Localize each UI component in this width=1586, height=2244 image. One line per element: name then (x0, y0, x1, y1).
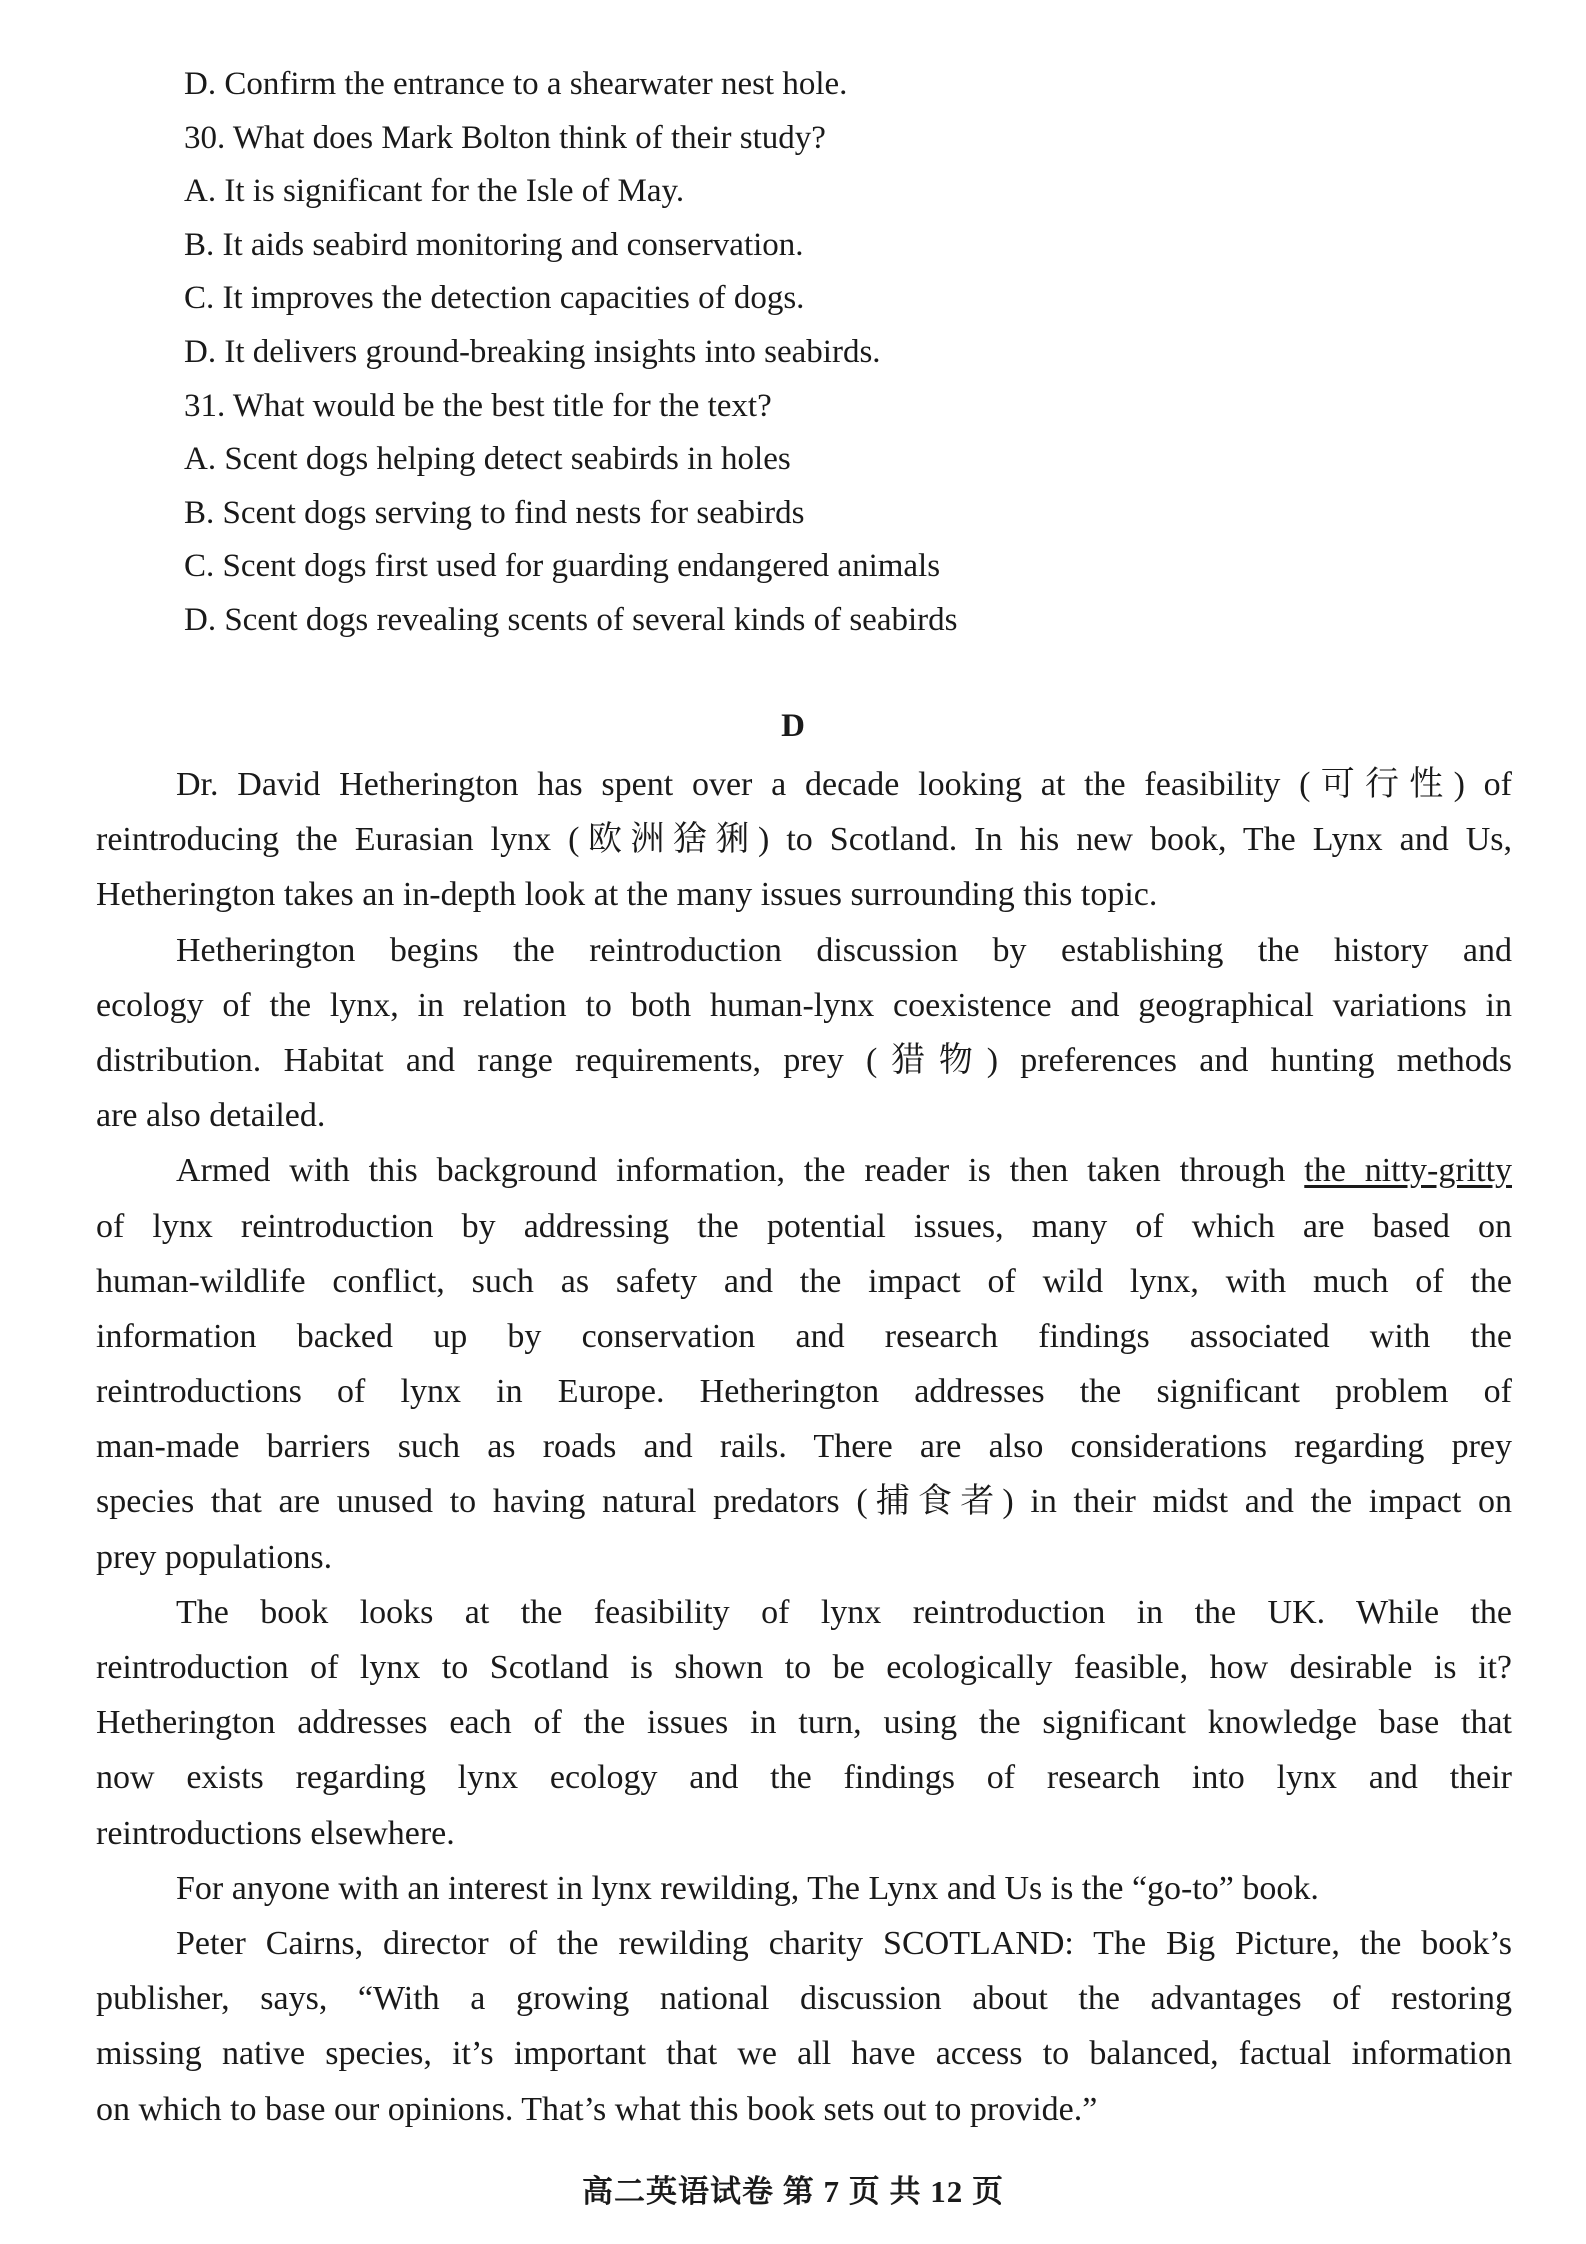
option-31-a: A. Scent dogs helping detect seabirds in holes (184, 441, 791, 478)
paragraph-6 (96, 1916, 1512, 2137)
paragraph-line: Hetherington addresses each of the issues in turn, using the significant knowledge base that (96, 1704, 1512, 1742)
paragraph-line: species that are unused to having natural predators (捕食者) in their midst and the impact on (96, 1483, 1512, 1521)
question-options-block (184, 58, 1384, 648)
paragraph-line: of lynx reintroduction by addressing the potential issues, many of which are based on (96, 1207, 1512, 1245)
paragraph-line: now exists regarding lynx ecology and the findings of research into lynx and their (96, 1759, 1512, 1797)
question-31: 31. What would be the best title for the text? (184, 387, 772, 424)
paragraph-line: Hetherington begins the reintroduction discussion by establishing the history and (176, 931, 1512, 969)
option-31-d: D. Scent dogs revealing scents of several kinds of seabirds (184, 601, 958, 638)
paragraph-line: publisher, says, “With a growing national discussion about the advantages of restoring (96, 1980, 1512, 2018)
paragraph-line: Hetherington takes an in-depth look at the many issues surrounding this topic. (96, 876, 1158, 914)
paragraph-line: The book looks at the feasibility of lynx reintroduction in the UK. While the (176, 1593, 1512, 1631)
paragraph-4 (96, 1585, 1512, 1861)
paragraph-line (96, 1143, 1512, 1198)
paragraph-line: reintroductions of lynx in Europe. Hetherington addresses the significant problem of (96, 1373, 1512, 1411)
page-footer: 高二英语试卷 第 7 页 共 12 页 (582, 2174, 1004, 2209)
reading-passage (96, 757, 1512, 2137)
paragraph-5 (96, 1861, 1512, 1916)
paragraph-line: Dr. David Hetherington has spent over a decade looking at the feasibility (可行性) of (176, 766, 1512, 803)
paragraph-line: on which to base our opinions. That’s what this book sets out to provide.” (96, 2090, 1098, 2128)
paragraph-line: reintroductions elsewhere. (96, 1814, 455, 1852)
option-30-d: D. It delivers ground-breaking insights into seabirds. (184, 333, 881, 370)
paragraph-1 (96, 757, 1512, 923)
option-31-b: B. Scent dogs serving to find nests for seabirds (184, 494, 805, 531)
paragraph-line: For anyone with an interest in lynx rewilding, The Lynx and Us is the “go-to” book. (176, 1869, 1319, 1907)
paragraph-line: are also detailed. (96, 1097, 326, 1135)
paragraph-3 (96, 1143, 1512, 1585)
option-30-b: B. It aids seabird monitoring and conservation. (184, 226, 804, 263)
paragraph-line: ecology of the lynx, in relation to both human-lynx coexistence and geographical variations in (96, 986, 1512, 1024)
section-title: D (781, 708, 805, 744)
paragraph-line: Peter Cairns, director of the rewilding charity SCOTLAND: The Big Picture, the book’s (176, 1924, 1512, 1962)
question-30: 30. What does Mark Bolton think of their study? (184, 119, 826, 156)
option-30-a: A. It is significant for the Isle of May. (184, 173, 685, 210)
option-30-c: C. It improves the detection capacities of dogs. (184, 280, 805, 317)
paragraph-line: information backed up by conservation and research findings associated with the (96, 1317, 1512, 1355)
paragraph-2 (96, 923, 1512, 1144)
paragraph-line: human-wildlife conflict, such as safety and the impact of wild lynx, with much of the (96, 1262, 1512, 1300)
underlined-phrase: the nitty-gritty (1304, 1152, 1512, 1190)
paragraph-line: prey populations. (96, 1538, 333, 1576)
paragraph-line: man-made barriers such as roads and rails. There are also considerations regarding prey (96, 1428, 1512, 1466)
paragraph-line: reintroducing the Eurasian lynx (欧洲猞猁) to Scotland. In his new book, The Lynx and Us, (96, 821, 1512, 859)
paragraph-line: missing native species, it’s important that we all have access to balanced, factual information (96, 2035, 1512, 2073)
option-31-c: C. Scent dogs first used for guarding endangered animals (184, 548, 941, 585)
paragraph-line: distribution. Habitat and range requirements, prey (猎物) preferences and hunting methods (96, 1041, 1512, 1079)
option-29-d: D. Confirm the entrance to a shearwater nest hole. (184, 66, 848, 102)
paragraph-line: reintroduction of lynx to Scotland is shown to be ecologically feasible, how desirable is it? (96, 1649, 1512, 1686)
paragraph-text: Armed with this background information, the reader is then taken through (176, 1152, 1286, 1190)
